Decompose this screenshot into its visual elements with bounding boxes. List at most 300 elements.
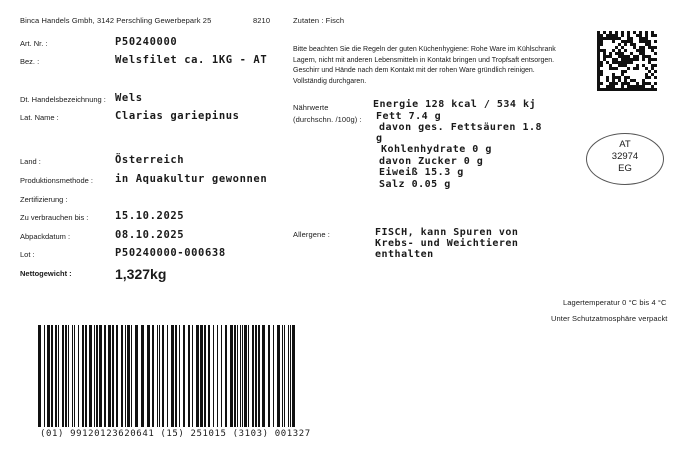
matrix-cell <box>648 70 651 73</box>
matrix-cell <box>621 34 624 37</box>
matrix-cell <box>597 34 600 37</box>
matrix-cell <box>636 88 639 91</box>
matrix-cell <box>621 70 624 73</box>
matrix-cell <box>597 64 600 67</box>
barcode-bar <box>72 325 73 427</box>
lot-value: P50240000-000638 <box>115 247 226 259</box>
barcode-bar <box>157 325 158 427</box>
matrix-cell <box>609 82 612 85</box>
matrix-cell <box>615 88 618 91</box>
matrix-cell <box>636 82 639 85</box>
matrix-cell <box>609 34 612 37</box>
matrix-cell <box>621 31 624 34</box>
matrix-cell <box>630 88 633 91</box>
allergene-label: Allergene : <box>293 230 330 239</box>
matrix-cell <box>597 43 600 46</box>
matrix-cell <box>621 85 624 88</box>
matrix-cell <box>639 49 642 52</box>
barcode-bar <box>213 325 214 427</box>
matrix-cell <box>633 79 636 82</box>
matrix-cell <box>642 58 645 61</box>
barcode-bar <box>284 325 285 427</box>
matrix-cell <box>606 37 609 40</box>
matrix-cell <box>621 40 624 43</box>
matrix-cell <box>624 61 627 64</box>
matrix-cell <box>627 67 630 70</box>
matrix-cell <box>618 55 621 58</box>
matrix-cell <box>636 34 639 37</box>
nutrition-eiweiss: Eiweiß 15.3 g <box>379 167 464 178</box>
matrix-cell <box>654 52 657 55</box>
barcode-bar <box>108 325 111 427</box>
matrix-cell <box>645 31 648 34</box>
matrix-cell <box>651 85 654 88</box>
barcode-bar <box>131 325 132 427</box>
matrix-cell <box>627 31 630 34</box>
matrix-cell <box>642 46 645 49</box>
header-code: 8210 <box>253 16 271 25</box>
matrix-cell <box>612 76 615 79</box>
matrix-cell <box>639 34 642 37</box>
matrix-cell <box>648 55 651 58</box>
matrix-cell <box>621 73 624 76</box>
nutrition-fettsaeuren-unit: g <box>376 133 383 144</box>
barcode-bar <box>85 325 87 427</box>
matrix-cell <box>615 37 618 40</box>
matrix-cell <box>606 61 609 64</box>
barcode-bar <box>217 325 218 427</box>
latname-value: Clarias gariepinus <box>115 110 240 122</box>
netto-value: 1,327kg <box>115 266 167 282</box>
barcode-bar <box>175 325 177 427</box>
barcode-bar <box>104 325 106 427</box>
barcode-bar <box>147 325 150 427</box>
matrix-cell <box>630 58 633 61</box>
matrix-cell <box>612 88 615 91</box>
barcode-bar <box>44 325 45 427</box>
barcode-bar <box>171 325 174 427</box>
matrix-cell <box>603 49 606 52</box>
matrix-cell <box>597 79 600 82</box>
barcode-bar <box>94 325 95 427</box>
barcode-bar <box>65 325 67 427</box>
matrix-cell <box>609 64 612 67</box>
matrix-cell <box>642 85 645 88</box>
matrix-cell <box>624 55 627 58</box>
matrix-cell <box>612 73 615 76</box>
matrix-cell <box>597 52 600 55</box>
matrix-cell <box>627 58 630 61</box>
matrix-cell <box>636 58 639 61</box>
matrix-cell <box>627 40 630 43</box>
matrix-cell <box>600 73 603 76</box>
matrix-cell <box>642 88 645 91</box>
oval-country: AT <box>619 139 631 150</box>
matrix-cell <box>654 76 657 79</box>
matrix-cell <box>627 82 630 85</box>
barcode-bar <box>112 325 114 427</box>
matrix-cell <box>615 61 618 64</box>
land-label: Land : <box>20 157 41 166</box>
matrix-cell <box>606 34 609 37</box>
handelsbez-label: Dt. Handelsbezeichnung : <box>20 95 106 104</box>
matrix-cell <box>639 46 642 49</box>
matrix-cell <box>648 61 651 64</box>
matrix-cell <box>618 43 621 46</box>
allergene-line-2: Krebs- und Weichtieren <box>375 238 519 249</box>
matrix-cell <box>633 55 636 58</box>
barcode-bar <box>125 325 126 427</box>
matrix-cell <box>597 31 600 34</box>
matrix-cell <box>600 49 603 52</box>
matrix-cell <box>648 76 651 79</box>
matrix-cell <box>612 58 615 61</box>
matrix-cell <box>639 85 642 88</box>
matrix-cell <box>624 58 627 61</box>
matrix-cell <box>636 49 639 52</box>
matrix-cell <box>648 82 651 85</box>
matrix-cell <box>606 76 609 79</box>
barcode-bar <box>196 325 199 427</box>
oval-eg: EG <box>618 163 632 174</box>
matrix-cell <box>639 52 642 55</box>
matrix-cell <box>624 64 627 67</box>
matrix-cell <box>603 55 606 58</box>
matrix-cell <box>618 61 621 64</box>
abpack-value: 08.10.2025 <box>115 229 185 241</box>
matrix-cell <box>642 52 645 55</box>
barcode-bar <box>127 325 130 427</box>
matrix-cell <box>597 82 600 85</box>
zutaten: Zutaten : Fisch <box>293 16 345 25</box>
barcode-bar <box>152 325 154 427</box>
barcode-bar <box>268 325 270 427</box>
matrix-cell <box>645 76 648 79</box>
matrix-cell <box>639 31 642 34</box>
matrix-cell <box>597 76 600 79</box>
matrix-cell <box>618 37 621 40</box>
barcode-bar <box>234 325 236 427</box>
matrix-cell <box>612 37 615 40</box>
barcode-bar <box>192 325 193 427</box>
barcode-bar <box>116 325 118 427</box>
matrix-cell <box>624 79 627 82</box>
land-value: Österreich <box>115 154 185 166</box>
handelsbez-value: Wels <box>115 92 143 104</box>
barcode-bar <box>121 325 123 427</box>
matrix-cell <box>603 37 606 40</box>
matrix-cell <box>609 85 612 88</box>
matrix-cell <box>621 46 624 49</box>
barcode <box>36 325 296 427</box>
matrix-cell <box>600 37 603 40</box>
matrix-cell <box>615 82 618 85</box>
nutrition-energy: Energie 128 kcal / 534 kj <box>373 99 537 110</box>
matrix-cell <box>651 64 654 67</box>
matrix-cell <box>639 37 642 40</box>
barcode-bar <box>58 325 59 427</box>
matrix-cell <box>633 67 636 70</box>
nutrition-fettsaeuren: davon ges. Fettsäuren 1.8 <box>379 122 543 133</box>
company-address: Binca Handels Gmbh, 3142 Perschling Gewerbepark 25 <box>20 16 212 25</box>
matrix-cell <box>636 64 639 67</box>
matrix-cell <box>606 79 609 82</box>
barcode-bar <box>167 325 168 427</box>
matrix-cell <box>651 46 654 49</box>
matrix-cell <box>627 37 630 40</box>
matrix-cell <box>621 64 624 67</box>
barcode-bar <box>258 325 260 427</box>
matrix-cell <box>636 67 639 70</box>
barcode-bar <box>99 325 102 427</box>
matrix-cell <box>621 82 624 85</box>
zuverbrauchen-value: 15.10.2025 <box>115 210 185 222</box>
barcode-bar <box>221 325 222 427</box>
matrix-cell <box>651 31 654 34</box>
abpack-label: Abpackdatum : <box>20 232 71 241</box>
matrix-cell <box>630 79 633 82</box>
matrix-cell <box>633 31 636 34</box>
matrix-cell <box>627 76 630 79</box>
matrix-cell <box>639 88 642 91</box>
matrix-cell <box>612 67 615 70</box>
methode-value: in Aquakultur gewonnen <box>115 173 268 185</box>
matrix-cell <box>630 37 633 40</box>
matrix-cell <box>621 88 624 91</box>
matrix-cell <box>642 40 645 43</box>
matrix-cell <box>618 64 621 67</box>
matrix-cell <box>648 88 651 91</box>
matrix-cell <box>609 55 612 58</box>
barcode-bar <box>200 325 203 427</box>
netto-label: Nettogewicht : <box>20 269 72 278</box>
matrix-cell <box>597 58 600 61</box>
lot-label: Lot : <box>20 250 35 259</box>
barcode-bar <box>262 325 265 427</box>
matrix-cell <box>618 76 621 79</box>
barcode-bar <box>74 325 75 427</box>
barcode-bar <box>290 325 291 427</box>
barcode-bar <box>225 325 227 427</box>
matrix-cell <box>603 88 606 91</box>
matrix-cell <box>597 73 600 76</box>
matrix-cell <box>615 76 618 79</box>
latname-label: Lat. Name : <box>20 113 59 122</box>
matrix-cell <box>615 52 618 55</box>
matrix-cell <box>597 55 600 58</box>
matrix-cell <box>612 61 615 64</box>
matrix-cell <box>597 40 600 43</box>
allergene-line-1: FISCH, kann Spuren von <box>375 227 519 238</box>
matrix-cell <box>618 49 621 52</box>
matrix-cell <box>600 40 603 43</box>
barcode-bar <box>78 325 79 427</box>
matrix-cell <box>600 34 603 37</box>
matrix-cell <box>609 37 612 40</box>
matrix-cell <box>612 34 615 37</box>
matrix-cell <box>654 64 657 67</box>
matrix-cell <box>645 88 648 91</box>
barcode-bar <box>62 325 64 427</box>
matrix-cell <box>630 43 633 46</box>
matrix-cell <box>603 52 606 55</box>
matrix-cell <box>615 31 618 34</box>
matrix-cell <box>642 49 645 52</box>
matrix-cell <box>615 34 618 37</box>
matrix-cell <box>654 34 657 37</box>
matrix-cell <box>642 64 645 67</box>
matrix-cell <box>600 70 603 73</box>
matrix-cell <box>597 70 600 73</box>
matrix-cell <box>654 70 657 73</box>
oval-number: 32974 <box>611 151 639 162</box>
matrix-cell <box>627 55 630 58</box>
barcode-bar <box>51 325 53 427</box>
nutrition-zucker: davon Zucker 0 g <box>379 156 484 167</box>
matrix-cell <box>612 40 615 43</box>
matrix-cell <box>630 85 633 88</box>
barcode-bar <box>277 325 280 427</box>
matrix-cell <box>609 52 612 55</box>
barcode-bar <box>141 325 144 427</box>
matrix-cell <box>606 85 609 88</box>
methode-label: Produktionsmethode : <box>20 176 93 185</box>
matrix-cell <box>645 67 648 70</box>
matrix-cell <box>645 40 648 43</box>
matrix-cell <box>642 82 645 85</box>
matrix-cell <box>651 73 654 76</box>
barcode-bar <box>179 325 180 427</box>
nutrition-fett: Fett 7.4 g <box>376 111 442 122</box>
matrix-cell <box>630 61 633 64</box>
barcode-bar <box>38 325 41 427</box>
barcode-bar <box>204 325 206 427</box>
barcode-bar <box>244 325 247 427</box>
matrix-cell <box>606 88 609 91</box>
matrix-cell <box>648 46 651 49</box>
matrix-cell <box>615 46 618 49</box>
matrix-cell <box>612 85 615 88</box>
art-nr-label: Art. Nr. : <box>20 39 48 48</box>
matrix-cell <box>648 58 651 61</box>
barcode-bar <box>82 325 84 427</box>
matrix-cell <box>621 58 624 61</box>
barcode-bar <box>240 325 241 427</box>
matrix-cell <box>600 88 603 91</box>
barcode-text: (01) 99120123620641 (15) 251015 (3103) 001327 <box>40 429 311 439</box>
nutrition-kohlenhydrate: Kohlenhydrate 0 g <box>381 144 492 155</box>
matrix-cell <box>597 67 600 70</box>
matrix-cell <box>651 34 654 37</box>
art-nr-value: P50240000 <box>115 36 178 48</box>
matrix-cell <box>633 88 636 91</box>
allergene-line-3: enthalten <box>375 249 434 260</box>
matrix-cell <box>600 64 603 67</box>
barcode-bar <box>96 325 98 427</box>
matrix-cell <box>639 40 642 43</box>
schutzatmosphaere: Unter Schutzatmosphäre verpackt <box>551 314 668 323</box>
matrix-cell <box>633 43 636 46</box>
barcode-bar <box>282 325 283 427</box>
matrix-cell <box>618 88 621 91</box>
matrix-cell <box>654 46 657 49</box>
matrix-cell <box>597 49 600 52</box>
barcode-bar <box>255 325 257 427</box>
barcode-bar <box>47 325 50 427</box>
zuverbrauchen-label: Zu verbrauchen bis : <box>20 213 89 222</box>
matrix-cell <box>645 43 648 46</box>
matrix-cell <box>627 85 630 88</box>
matrix-cell <box>624 70 627 73</box>
matrix-cell <box>609 67 612 70</box>
matrix-cell <box>603 31 606 34</box>
matrix-cell <box>597 61 600 64</box>
matrix-cell <box>636 85 639 88</box>
matrix-cell <box>597 85 600 88</box>
matrix-cell <box>621 52 624 55</box>
matrix-cell <box>654 40 657 43</box>
matrix-cell <box>642 55 645 58</box>
matrix-cell <box>636 55 639 58</box>
matrix-cell <box>624 82 627 85</box>
data-matrix-code <box>597 31 657 91</box>
matrix-cell <box>612 49 615 52</box>
barcode-bar <box>208 325 210 427</box>
matrix-cell <box>624 43 627 46</box>
matrix-cell <box>654 88 657 91</box>
matrix-cell <box>600 82 603 85</box>
barcode-bar <box>237 325 238 427</box>
matrix-cell <box>624 88 627 91</box>
barcode-bar <box>252 325 254 427</box>
barcode-bar <box>135 325 138 427</box>
matrix-cell <box>642 79 645 82</box>
matrix-cell <box>645 55 648 58</box>
matrix-cell <box>612 79 615 82</box>
matrix-cell <box>645 82 648 85</box>
matrix-cell <box>600 43 603 46</box>
matrix-cell <box>645 37 648 40</box>
barcode-bar <box>183 325 185 427</box>
matrix-cell <box>624 49 627 52</box>
matrix-cell <box>597 88 600 91</box>
matrix-cell <box>621 55 624 58</box>
matrix-cell <box>615 67 618 70</box>
matrix-cell <box>651 88 654 91</box>
matrix-cell <box>618 52 621 55</box>
matrix-cell <box>654 58 657 61</box>
matrix-cell <box>603 58 606 61</box>
nutrition-salz: Salz 0.05 g <box>379 179 451 190</box>
matrix-cell <box>633 85 636 88</box>
matrix-cell <box>621 61 624 64</box>
hygiene-note: Bitte beachten Sie die Regeln der guten Küchenhygiene: Rohe Ware im Kühlschrank Lagern, nicht mit anderen Lebensmitteln in Kontakt bringen und Tropfsaft entsorgen. Geschirr und Hände nach dem Kontakt mit der rohen Ware gründlich reinigen. Vollständig durchgaren. <box>293 46 556 85</box>
matrix-cell <box>645 34 648 37</box>
matrix-cell <box>597 46 600 49</box>
matrix-cell <box>597 37 600 40</box>
barcode-bar <box>242 325 243 427</box>
matrix-cell <box>648 40 651 43</box>
barcode-bar <box>162 325 164 427</box>
matrix-cell <box>645 73 648 76</box>
matrix-cell <box>606 55 609 58</box>
barcode-bar <box>55 325 57 427</box>
matrix-cell <box>609 88 612 91</box>
matrix-cell <box>615 58 618 61</box>
matrix-cell <box>627 61 630 64</box>
barcode-bar <box>89 325 92 427</box>
matrix-cell <box>630 40 633 43</box>
